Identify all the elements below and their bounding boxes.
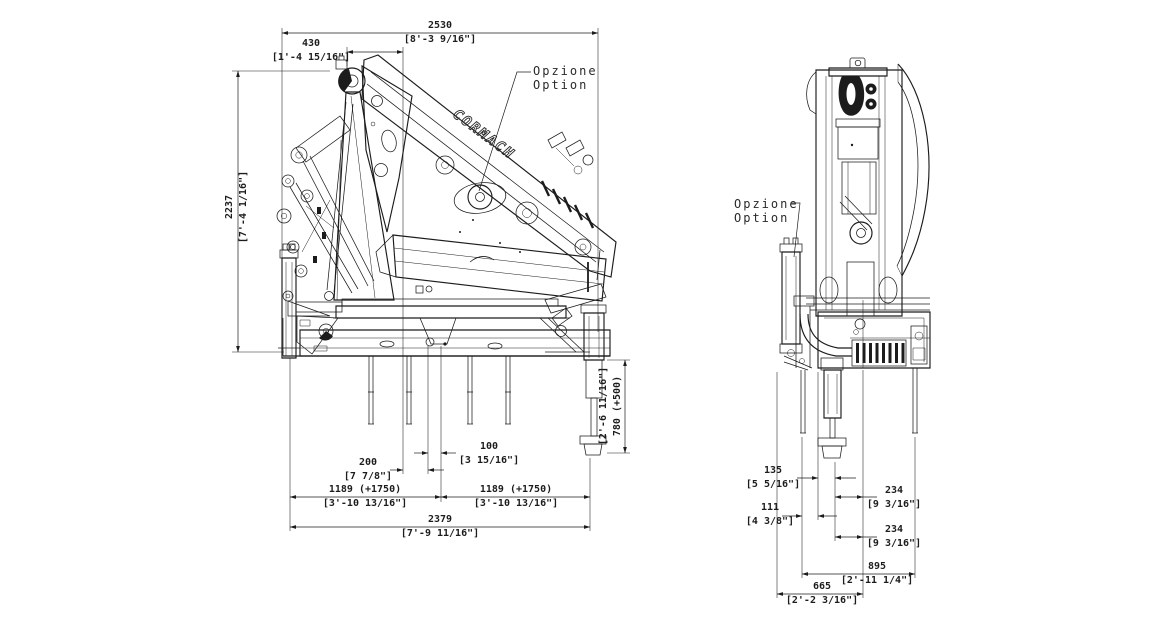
dim-offset-135: [746, 466, 800, 490]
brand-logo: CORMACH: [449, 106, 518, 163]
dim-imperial: [3 15/16"]: [458, 455, 520, 466]
dim-mm: 2379: [427, 514, 453, 525]
dim-mm: 111: [760, 502, 780, 513]
option-label-line2: Option: [533, 78, 589, 93]
dim-mm: 2237: [224, 194, 235, 220]
side-option-label: [533, 64, 598, 92]
dim-mm: 135: [763, 465, 783, 476]
option-label-line1: Opzione: [734, 197, 799, 211]
dim-imperial: [3'-10 13/16"]: [473, 498, 559, 509]
dim-imperial: [3'-10 13/16"]: [322, 498, 408, 509]
dim-mm: 234: [884, 485, 904, 496]
dim-mm: 200: [358, 457, 378, 468]
side-view-drawing: [277, 55, 616, 455]
dim-imperial: [8'-3 9/16"]: [403, 34, 477, 45]
option-label-line2: Option: [734, 211, 790, 226]
dim-spacing-100: [459, 442, 519, 466]
rear-view-drawing: [780, 58, 930, 458]
dim-mm: 780 (+500): [612, 375, 623, 437]
dim-mm: 665: [812, 581, 832, 592]
dim-mm: 895: [867, 561, 887, 572]
dim-overall-height: [225, 171, 249, 243]
dim-pivot-offset: [272, 39, 350, 63]
dimension-lines: [232, 28, 915, 598]
dim-imperial: [7'-9 11/16"]: [400, 528, 480, 539]
dim-base-width: [401, 515, 479, 539]
dim-imperial: [7'-4 1/16"]: [238, 170, 249, 244]
dim-imperial: [4 3/8"]: [745, 516, 795, 527]
dim-mm: 2530: [427, 20, 453, 31]
dim-imperial: [2'-6 11/16"]: [598, 366, 609, 446]
dim-imperial: [9 3/16"]: [866, 538, 922, 549]
dim-offset-234-upper: [867, 486, 921, 510]
dim-mm: 100: [479, 441, 499, 452]
dim-stabilizer-drop: [599, 367, 623, 445]
dim-mm: 234: [884, 524, 904, 535]
dim-mm: 1189 (+1750): [479, 484, 553, 495]
dim-imperial: [2'-11 1/4"]: [840, 575, 914, 586]
dim-right-span: [474, 485, 558, 509]
dim-imperial: [7 7/8"]: [343, 471, 393, 482]
dim-imperial: [2'-2 3/16"]: [785, 595, 859, 606]
rear-option-label: [734, 197, 799, 225]
dim-imperial: [9 3/16"]: [866, 499, 922, 510]
dim-spacing-200: [344, 458, 392, 482]
dim-imperial: [5 5/16"]: [745, 479, 801, 490]
dim-imperial: [1'-4 15/16"]: [271, 52, 351, 63]
dim-offset-234-lower: [867, 525, 921, 549]
option-label-line1: Opzione: [533, 64, 598, 78]
dim-mm: 430: [301, 38, 321, 49]
dim-base-span: [786, 582, 858, 606]
dim-offset-111: [746, 503, 794, 527]
dim-left-span: [323, 485, 407, 509]
dim-mm: 1189 (+1750): [328, 484, 402, 495]
dim-overall-width: [404, 21, 476, 45]
